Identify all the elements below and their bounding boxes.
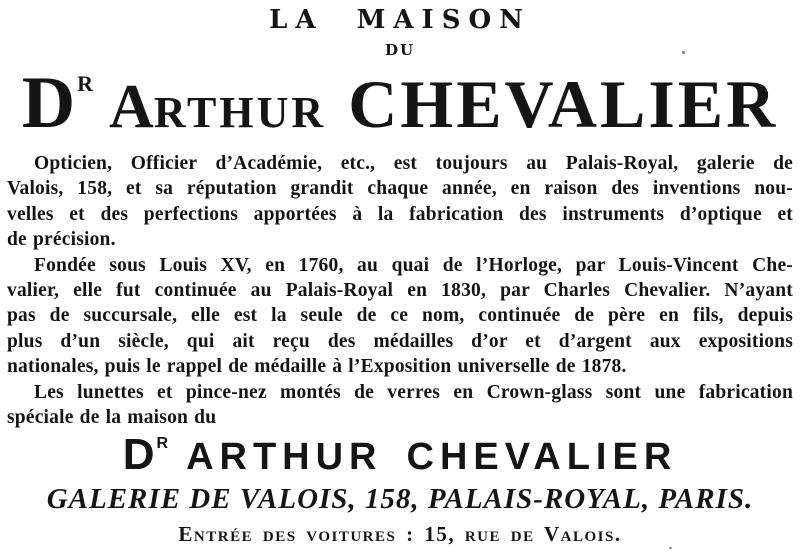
text-line: Opticien, Officier d’Académie, etc., est toujours au Palais-Royal, galerie de	[34, 153, 793, 174]
footer-heading	[0, 430, 800, 480]
footer-doctor-initial: D	[122, 430, 155, 480]
ink-speck	[682, 51, 685, 54]
entrance-line: Entrée des voitures : 15, rue de Valois.	[178, 522, 622, 547]
text-line: pas de succursale, elle est la seule de ce nom, continuée de père en fils, depuis	[7, 305, 793, 327]
paragraph-products	[7, 380, 793, 431]
masthead-title: LA MAISON	[269, 5, 531, 35]
text-line: valier, elle fut continuée au Palais-Royal en 1830, par Charles Chevalier. N’ayant	[7, 279, 793, 301]
address-line: GALERIE DE VALOIS, 158, PALAIS-ROYAL, PARIS.	[46, 483, 754, 516]
text-line: plus d’un siècle, qui ait reçu des médailles d’or et d’argent aux expositions	[7, 330, 793, 352]
ink-speck	[669, 547, 672, 549]
masthead-subtitle: DU	[384, 41, 416, 59]
main-heading	[0, 62, 800, 144]
body-text	[0, 151, 800, 430]
text-line: spéciale de la maison du	[7, 406, 217, 428]
paragraph-history-2	[7, 253, 793, 380]
text-line: Fondée sous Louis XV, en 1760, au quai de l’Horloge, par Louis-Vincent Che-	[34, 254, 793, 276]
text-line: Valois, 158, et sa réputation grandit chaque année, en raison des inventions nou-	[7, 178, 793, 200]
surname: CHEVALIER	[348, 66, 779, 142]
paragraph-history-1	[7, 151, 793, 253]
text-line: velles et des perfections apportées à la fabrication des instruments d’optique et	[7, 203, 793, 225]
footer-surname: CHEVALIER	[406, 436, 678, 479]
first-name-rest: RTHUR	[153, 88, 327, 137]
first-name-initial: A	[109, 73, 154, 141]
text-line: nationales, puis le rappel de médaille à l’Exposition universelle de 1878.	[7, 356, 627, 378]
text-line: Les lunettes et pince-nez montés de verres en Crown-glass sont une fabrication	[34, 381, 793, 403]
footer-doctor-superscript: R	[156, 435, 169, 453]
doctor-superscript: R	[77, 71, 94, 96]
footer-first-name: ARTHUR	[186, 436, 383, 479]
text-line: de précision.	[7, 229, 116, 251]
doctor-initial: D	[21, 62, 76, 144]
